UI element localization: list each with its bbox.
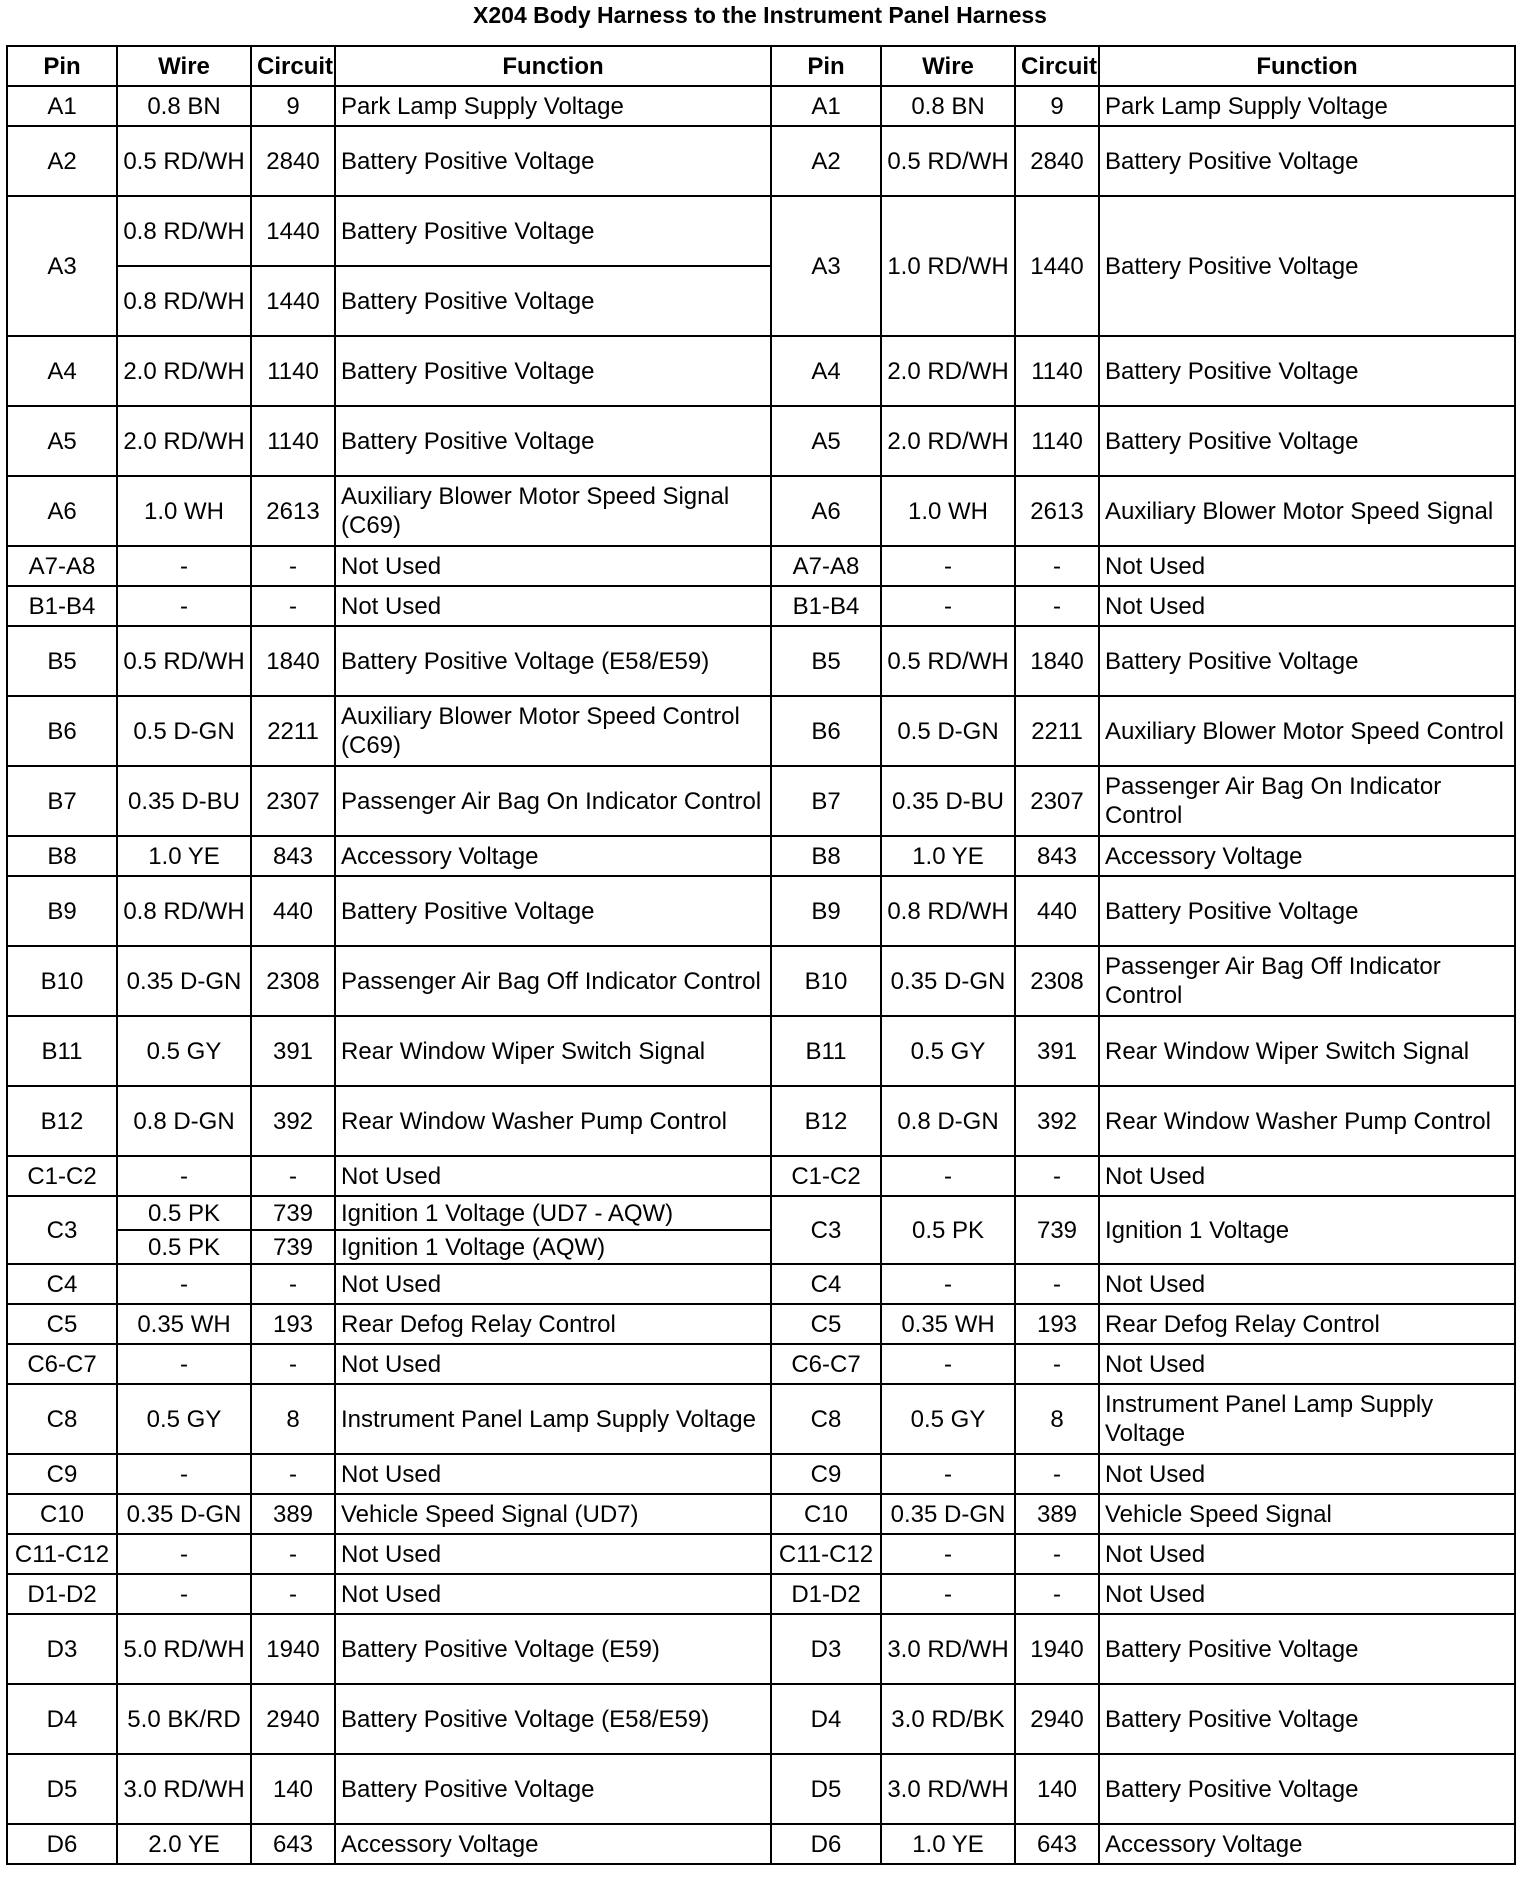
table-row xyxy=(7,1384,1515,1454)
pin-cell: B5 xyxy=(7,626,117,696)
pin-cell: C4 xyxy=(771,1264,881,1304)
pin-cell: A3 xyxy=(771,196,881,336)
table-row xyxy=(7,1614,1515,1684)
circuit-cell: - xyxy=(251,586,335,626)
circuit-cell: 440 xyxy=(251,876,335,946)
wire-cell: 0.35 D-GN xyxy=(881,1494,1015,1534)
circuit-cell: - xyxy=(1015,1344,1099,1384)
wire-cell: 1.0 WH xyxy=(881,476,1015,546)
page-title: X204 Body Harness to the Instrument Panel Harness xyxy=(473,2,1047,28)
pinout-table-container xyxy=(6,45,1516,1865)
pin-cell: A4 xyxy=(7,336,117,406)
circuit-cell: 1840 xyxy=(251,626,335,696)
wire-cell: 1.0 WH xyxy=(117,476,251,546)
wire-cell: 0.5 GY xyxy=(881,1384,1015,1454)
wire-cell: 0.35 D-BU xyxy=(881,766,1015,836)
function-cell: Passenger Air Bag Off Indicator Control xyxy=(1099,946,1515,1016)
pin-cell: C6-C7 xyxy=(7,1344,117,1384)
wire-cell: - xyxy=(117,546,251,586)
circuit-cell: - xyxy=(1015,1454,1099,1494)
wire-cell: 3.0 RD/WH xyxy=(881,1614,1015,1684)
function-cell: Auxiliary Blower Motor Speed Signal xyxy=(1099,476,1515,546)
table-row xyxy=(7,546,1515,586)
table-row xyxy=(7,1494,1515,1534)
pin-cell: C3 xyxy=(771,1196,881,1264)
function-cell: Not Used xyxy=(335,1534,771,1574)
wire-cell: 0.5 GY xyxy=(117,1016,251,1086)
function-cell: Passenger Air Bag Off Indicator Control xyxy=(335,946,771,1016)
function-cell: Rear Window Wiper Switch Signal xyxy=(1099,1016,1515,1086)
table-row xyxy=(7,1824,1515,1864)
pinout-table xyxy=(6,45,1516,1865)
wire-cell: - xyxy=(881,546,1015,586)
circuit-cell: 2307 xyxy=(251,766,335,836)
wire-cell: 0.8 BN xyxy=(881,86,1015,126)
wire-cell: - xyxy=(117,1454,251,1494)
wire-cell: 0.8 RD/WH xyxy=(117,266,251,336)
pin-cell: B10 xyxy=(7,946,117,1016)
pin-cell: A2 xyxy=(7,126,117,196)
pin-cell: B12 xyxy=(7,1086,117,1156)
pin-cell: A1 xyxy=(7,86,117,126)
pin-cell: D4 xyxy=(771,1684,881,1754)
pin-cell: C5 xyxy=(7,1304,117,1344)
table-row xyxy=(7,946,1515,1016)
function-cell: Auxiliary Blower Motor Speed Control (C69) xyxy=(335,696,771,766)
circuit-cell: 1140 xyxy=(251,336,335,406)
pin-cell: C11-C12 xyxy=(7,1534,117,1574)
function-cell: Not Used xyxy=(335,1454,771,1494)
pin-cell: B6 xyxy=(7,696,117,766)
circuit-cell: 843 xyxy=(251,836,335,876)
function-cell: Battery Positive Voltage xyxy=(1099,406,1515,476)
pin-cell: C4 xyxy=(7,1264,117,1304)
wire-cell: 0.5 GY xyxy=(881,1016,1015,1086)
circuit-cell: 2211 xyxy=(251,696,335,766)
circuit-cell: 8 xyxy=(1015,1384,1099,1454)
circuit-cell: 1140 xyxy=(1015,336,1099,406)
pin-cell: C6-C7 xyxy=(771,1344,881,1384)
pin-cell: B10 xyxy=(771,946,881,1016)
header-pin: Pin xyxy=(7,46,117,86)
circuit-cell: 1440 xyxy=(251,266,335,336)
function-cell: Passenger Air Bag On Indicator Control xyxy=(1099,766,1515,836)
circuit-cell: - xyxy=(251,546,335,586)
table-row xyxy=(7,1754,1515,1824)
function-cell: Passenger Air Bag On Indicator Control xyxy=(335,766,771,836)
wire-cell: 0.5 RD/WH xyxy=(117,126,251,196)
pin-cell: A6 xyxy=(7,476,117,546)
pin-cell: C10 xyxy=(771,1494,881,1534)
pin-cell: A7-A8 xyxy=(771,546,881,586)
circuit-cell: 9 xyxy=(251,86,335,126)
wire-cell: 2.0 RD/WH xyxy=(881,406,1015,476)
pin-cell: A5 xyxy=(7,406,117,476)
wire-cell: 0.5 D-GN xyxy=(881,696,1015,766)
function-cell: Instrument Panel Lamp Supply Voltage xyxy=(335,1384,771,1454)
wire-cell: - xyxy=(881,1344,1015,1384)
wire-cell: - xyxy=(117,1344,251,1384)
pin-cell: C9 xyxy=(7,1454,117,1494)
wire-cell: - xyxy=(881,1534,1015,1574)
pin-cell: C11-C12 xyxy=(771,1534,881,1574)
circuit-cell: 2211 xyxy=(1015,696,1099,766)
circuit-cell: - xyxy=(251,1264,335,1304)
pin-cell: D3 xyxy=(7,1614,117,1684)
wire-cell: 3.0 RD/BK xyxy=(881,1684,1015,1754)
pin-cell: C8 xyxy=(771,1384,881,1454)
table-row xyxy=(7,876,1515,946)
pin-cell: B8 xyxy=(771,836,881,876)
pin-cell: B5 xyxy=(771,626,881,696)
function-cell: Battery Positive Voltage xyxy=(335,126,771,196)
table-row xyxy=(7,1304,1515,1344)
pin-cell: A4 xyxy=(771,336,881,406)
wire-cell: 2.0 RD/WH xyxy=(117,406,251,476)
pin-cell: D3 xyxy=(771,1614,881,1684)
table-header-row xyxy=(7,46,1515,86)
wire-cell: 0.5 RD/WH xyxy=(117,626,251,696)
wire-cell: - xyxy=(881,1264,1015,1304)
wire-cell: 5.0 RD/WH xyxy=(117,1614,251,1684)
pin-cell: C3 xyxy=(7,1196,117,1264)
pin-cell: D6 xyxy=(771,1824,881,1864)
wire-cell: 0.8 RD/WH xyxy=(881,876,1015,946)
function-cell: Battery Positive Voltage xyxy=(335,1754,771,1824)
pin-cell: A3 xyxy=(7,196,117,336)
pin-cell: A1 xyxy=(771,86,881,126)
function-cell: Auxiliary Blower Motor Speed Control xyxy=(1099,696,1515,766)
pin-cell: D5 xyxy=(7,1754,117,1824)
function-cell: Not Used xyxy=(1099,586,1515,626)
wire-cell: 0.35 D-GN xyxy=(117,1494,251,1534)
wire-cell: 5.0 BK/RD xyxy=(117,1684,251,1754)
pin-cell: B11 xyxy=(771,1016,881,1086)
table-row xyxy=(7,1684,1515,1754)
function-cell: Instrument Panel Lamp Supply Voltage xyxy=(1099,1384,1515,1454)
wire-cell: - xyxy=(881,1574,1015,1614)
table-row xyxy=(7,86,1515,126)
circuit-cell: 643 xyxy=(251,1824,335,1864)
circuit-cell: 739 xyxy=(251,1196,335,1230)
pin-cell: A2 xyxy=(771,126,881,196)
header-wire: Wire xyxy=(117,46,251,86)
wire-cell: 1.0 RD/WH xyxy=(881,196,1015,336)
function-cell: Not Used xyxy=(335,1344,771,1384)
circuit-cell: 2613 xyxy=(1015,476,1099,546)
circuit-cell: 140 xyxy=(1015,1754,1099,1824)
circuit-cell: 739 xyxy=(251,1230,335,1264)
pin-cell: B6 xyxy=(771,696,881,766)
wire-cell: 3.0 RD/WH xyxy=(117,1754,251,1824)
function-cell: Accessory Voltage xyxy=(1099,836,1515,876)
pin-cell: D6 xyxy=(7,1824,117,1864)
wire-cell: - xyxy=(881,586,1015,626)
circuit-cell: 1840 xyxy=(1015,626,1099,696)
pin-cell: A7-A8 xyxy=(7,546,117,586)
circuit-cell: - xyxy=(251,1454,335,1494)
wire-cell: 0.5 RD/WH xyxy=(881,626,1015,696)
function-cell: Battery Positive Voltage xyxy=(1099,126,1515,196)
function-cell: Not Used xyxy=(1099,546,1515,586)
pin-cell: B1-B4 xyxy=(771,586,881,626)
wire-cell: 0.5 GY xyxy=(117,1384,251,1454)
circuit-cell: - xyxy=(1015,586,1099,626)
circuit-cell: 2307 xyxy=(1015,766,1099,836)
pin-cell: C5 xyxy=(771,1304,881,1344)
function-cell: Ignition 1 Voltage (UD7 - AQW) xyxy=(335,1196,771,1230)
circuit-cell: 392 xyxy=(1015,1086,1099,1156)
wire-cell: 0.8 D-GN xyxy=(117,1086,251,1156)
circuit-cell: 1440 xyxy=(1015,196,1099,336)
circuit-cell: 739 xyxy=(1015,1196,1099,1264)
header-wire: Wire xyxy=(881,46,1015,86)
function-cell: Ignition 1 Voltage (AQW) xyxy=(335,1230,771,1264)
function-cell: Not Used xyxy=(1099,1574,1515,1614)
wire-cell: - xyxy=(881,1156,1015,1196)
function-cell: Battery Positive Voltage (E58/E59) xyxy=(335,626,771,696)
circuit-cell: 8 xyxy=(251,1384,335,1454)
function-cell: Not Used xyxy=(335,586,771,626)
circuit-cell: 440 xyxy=(1015,876,1099,946)
circuit-cell: 9 xyxy=(1015,86,1099,126)
wire-cell: 0.5 PK xyxy=(117,1230,251,1264)
function-cell: Not Used xyxy=(335,546,771,586)
table-row xyxy=(7,626,1515,696)
circuit-cell: 193 xyxy=(251,1304,335,1344)
function-cell: Rear Defog Relay Control xyxy=(1099,1304,1515,1344)
table-row xyxy=(7,1196,1515,1230)
table-row xyxy=(7,476,1515,546)
pin-cell: C1-C2 xyxy=(7,1156,117,1196)
circuit-cell: - xyxy=(1015,1264,1099,1304)
function-cell: Battery Positive Voltage xyxy=(1099,336,1515,406)
pin-cell: D1-D2 xyxy=(7,1574,117,1614)
wire-cell: 1.0 YE xyxy=(881,1824,1015,1864)
circuit-cell: 392 xyxy=(251,1086,335,1156)
table-row xyxy=(7,1574,1515,1614)
table-row xyxy=(7,1086,1515,1156)
function-cell: Not Used xyxy=(335,1156,771,1196)
wire-cell: 0.35 D-GN xyxy=(881,946,1015,1016)
wire-cell: 1.0 YE xyxy=(117,836,251,876)
function-cell: Auxiliary Blower Motor Speed Signal (C69) xyxy=(335,476,771,546)
function-cell: Battery Positive Voltage xyxy=(1099,1754,1515,1824)
table-row xyxy=(7,1016,1515,1086)
function-cell: Battery Positive Voltage xyxy=(1099,626,1515,696)
circuit-cell: - xyxy=(251,1574,335,1614)
function-cell: Not Used xyxy=(1099,1454,1515,1494)
function-cell: Not Used xyxy=(1099,1264,1515,1304)
wire-cell: - xyxy=(881,1454,1015,1494)
pin-cell: C1-C2 xyxy=(771,1156,881,1196)
table-row xyxy=(7,1534,1515,1574)
circuit-cell: - xyxy=(1015,1156,1099,1196)
circuit-cell: 643 xyxy=(1015,1824,1099,1864)
wire-cell: - xyxy=(117,1574,251,1614)
function-cell: Accessory Voltage xyxy=(1099,1824,1515,1864)
function-cell: Battery Positive Voltage xyxy=(1099,196,1515,336)
wire-cell: 0.5 PK xyxy=(881,1196,1015,1264)
circuit-cell: - xyxy=(1015,1534,1099,1574)
wire-cell: 0.35 D-BU xyxy=(117,766,251,836)
pin-cell: C10 xyxy=(7,1494,117,1534)
circuit-cell: 843 xyxy=(1015,836,1099,876)
pin-cell: B1-B4 xyxy=(7,586,117,626)
pin-cell: B11 xyxy=(7,1016,117,1086)
function-cell: Battery Positive Voltage xyxy=(1099,1684,1515,1754)
pin-cell: A5 xyxy=(771,406,881,476)
table-row xyxy=(7,836,1515,876)
function-cell: Not Used xyxy=(335,1574,771,1614)
circuit-cell: - xyxy=(1015,546,1099,586)
function-cell: Vehicle Speed Signal (UD7) xyxy=(335,1494,771,1534)
circuit-cell: 1140 xyxy=(251,406,335,476)
function-cell: Battery Positive Voltage xyxy=(335,336,771,406)
pin-cell: C9 xyxy=(771,1454,881,1494)
header-function: Function xyxy=(1099,46,1515,86)
header-function: Function xyxy=(335,46,771,86)
table-row xyxy=(7,586,1515,626)
circuit-cell: 1440 xyxy=(251,196,335,266)
circuit-cell: 2308 xyxy=(251,946,335,1016)
function-cell: Battery Positive Voltage (E58/E59) xyxy=(335,1684,771,1754)
function-cell: Rear Window Wiper Switch Signal xyxy=(335,1016,771,1086)
wire-cell: 1.0 YE xyxy=(881,836,1015,876)
pin-cell: A6 xyxy=(771,476,881,546)
wire-cell: 0.5 D-GN xyxy=(117,696,251,766)
circuit-cell: 2840 xyxy=(1015,126,1099,196)
wire-cell: 0.5 PK xyxy=(117,1196,251,1230)
circuit-cell: 1140 xyxy=(1015,406,1099,476)
pin-cell: D5 xyxy=(771,1754,881,1824)
wire-cell: 0.35 WH xyxy=(881,1304,1015,1344)
circuit-cell: 2840 xyxy=(251,126,335,196)
header-circuit: Circuit xyxy=(251,46,335,86)
pin-cell: D1-D2 xyxy=(771,1574,881,1614)
circuit-cell: 391 xyxy=(1015,1016,1099,1086)
circuit-cell: 1940 xyxy=(251,1614,335,1684)
function-cell: Battery Positive Voltage xyxy=(1099,1614,1515,1684)
table-row xyxy=(7,406,1515,476)
circuit-cell: 1940 xyxy=(1015,1614,1099,1684)
pin-cell: B12 xyxy=(771,1086,881,1156)
function-cell: Park Lamp Supply Voltage xyxy=(335,86,771,126)
table-row xyxy=(7,1344,1515,1384)
table-row xyxy=(7,1454,1515,1494)
circuit-cell: - xyxy=(251,1156,335,1196)
wire-cell: 0.5 RD/WH xyxy=(881,126,1015,196)
function-cell: Rear Defog Relay Control xyxy=(335,1304,771,1344)
function-cell: Battery Positive Voltage xyxy=(1099,876,1515,946)
wire-cell: 0.8 D-GN xyxy=(881,1086,1015,1156)
table-row xyxy=(7,696,1515,766)
pin-cell: B9 xyxy=(7,876,117,946)
circuit-cell: 389 xyxy=(251,1494,335,1534)
wire-cell: 3.0 RD/WH xyxy=(881,1754,1015,1824)
pin-cell: B7 xyxy=(771,766,881,836)
function-cell: Rear Window Washer Pump Control xyxy=(1099,1086,1515,1156)
circuit-cell: 2308 xyxy=(1015,946,1099,1016)
circuit-cell: 140 xyxy=(251,1754,335,1824)
function-cell: Ignition 1 Voltage xyxy=(1099,1196,1515,1264)
table-row xyxy=(7,126,1515,196)
wire-cell: 2.0 RD/WH xyxy=(881,336,1015,406)
function-cell: Accessory Voltage xyxy=(335,1824,771,1864)
table-row xyxy=(7,196,1515,266)
circuit-cell: - xyxy=(251,1344,335,1384)
function-cell: Not Used xyxy=(335,1264,771,1304)
table-row xyxy=(7,336,1515,406)
wire-cell: - xyxy=(117,1264,251,1304)
wire-cell: 0.8 RD/WH xyxy=(117,876,251,946)
function-cell: Rear Window Washer Pump Control xyxy=(335,1086,771,1156)
pin-cell: B9 xyxy=(771,876,881,946)
pin-cell: C8 xyxy=(7,1384,117,1454)
wire-cell: 2.0 YE xyxy=(117,1824,251,1864)
function-cell: Not Used xyxy=(1099,1534,1515,1574)
function-cell: Not Used xyxy=(1099,1156,1515,1196)
circuit-cell: 389 xyxy=(1015,1494,1099,1534)
pin-cell: B7 xyxy=(7,766,117,836)
function-cell: Battery Positive Voltage xyxy=(335,266,771,336)
function-cell: Battery Positive Voltage xyxy=(335,876,771,946)
table-row xyxy=(7,766,1515,836)
header-circuit: Circuit xyxy=(1015,46,1099,86)
circuit-cell: 2940 xyxy=(1015,1684,1099,1754)
wire-cell: - xyxy=(117,1534,251,1574)
circuit-cell: 391 xyxy=(251,1016,335,1086)
function-cell: Battery Positive Voltage xyxy=(335,196,771,266)
circuit-cell: 2940 xyxy=(251,1684,335,1754)
pin-cell: D4 xyxy=(7,1684,117,1754)
table-row xyxy=(7,1156,1515,1196)
wire-cell: - xyxy=(117,1156,251,1196)
function-cell: Not Used xyxy=(1099,1344,1515,1384)
table-row xyxy=(7,1264,1515,1304)
function-cell: Battery Positive Voltage xyxy=(335,406,771,476)
function-cell: Park Lamp Supply Voltage xyxy=(1099,86,1515,126)
header-pin: Pin xyxy=(771,46,881,86)
wire-cell: 0.8 BN xyxy=(117,86,251,126)
wire-cell: 0.35 WH xyxy=(117,1304,251,1344)
pin-cell: B8 xyxy=(7,836,117,876)
function-cell: Accessory Voltage xyxy=(335,836,771,876)
function-cell: Vehicle Speed Signal xyxy=(1099,1494,1515,1534)
wire-cell: 0.8 RD/WH xyxy=(117,196,251,266)
function-cell: Battery Positive Voltage (E59) xyxy=(335,1614,771,1684)
wire-cell: 0.35 D-GN xyxy=(117,946,251,1016)
circuit-cell: 193 xyxy=(1015,1304,1099,1344)
wire-cell: 2.0 RD/WH xyxy=(117,336,251,406)
circuit-cell: 2613 xyxy=(251,476,335,546)
circuit-cell: - xyxy=(251,1534,335,1574)
circuit-cell: - xyxy=(1015,1574,1099,1614)
wire-cell: - xyxy=(117,586,251,626)
